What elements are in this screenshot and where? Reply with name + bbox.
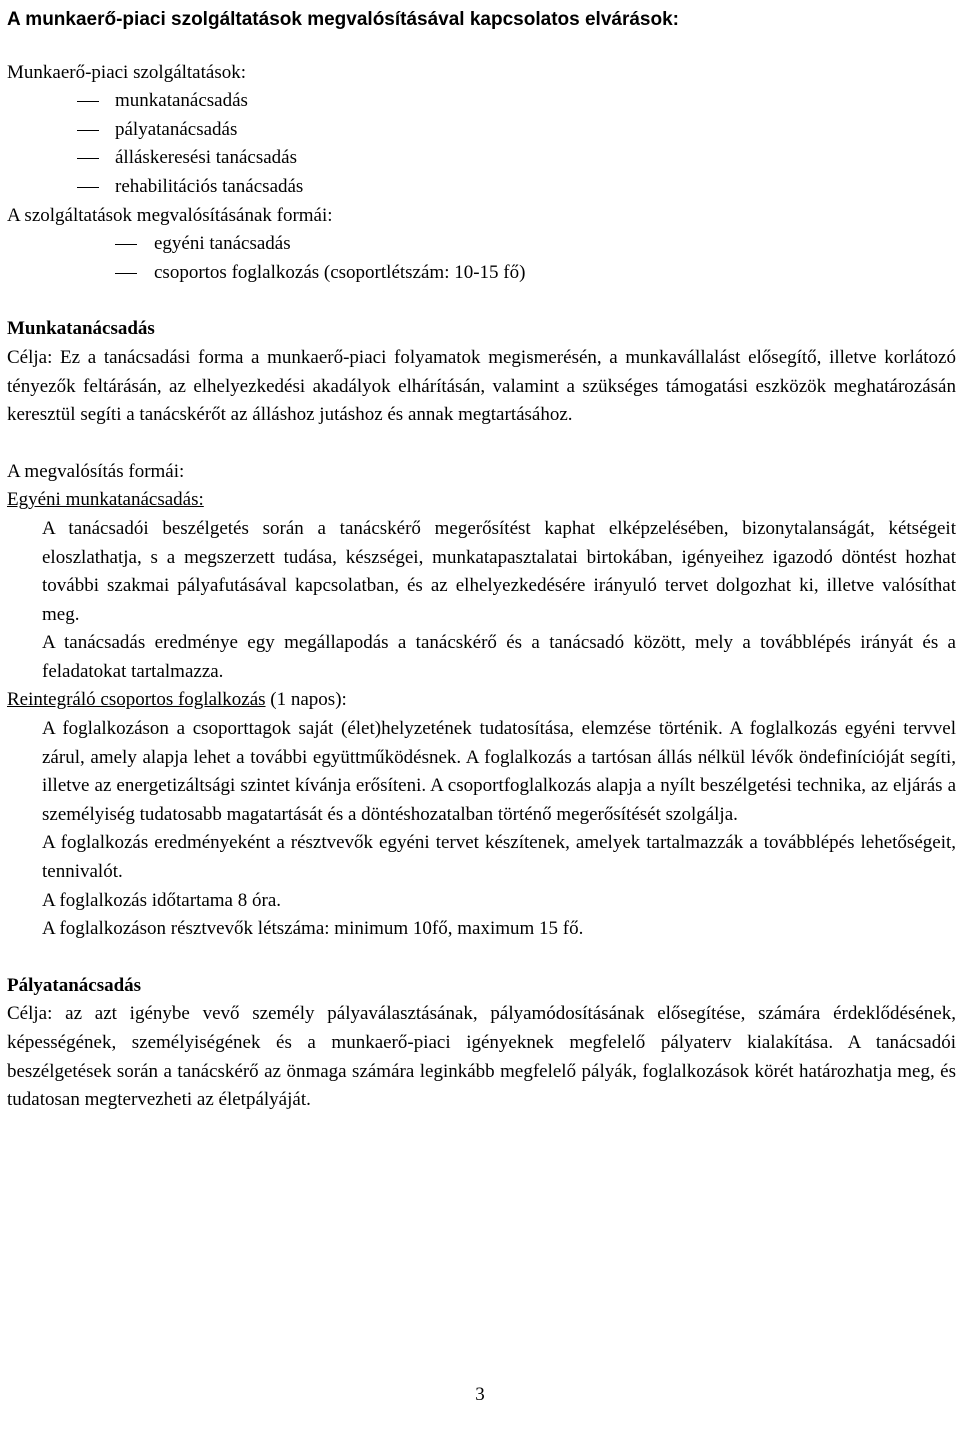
- paragraph: A foglalkozáson résztvevők létszáma: minimum 10fő, maximum 15 fő.: [42, 918, 584, 940]
- dash-bullet-icon: [77, 158, 99, 159]
- paragraph: A tanácsadás eredménye egy megállapodás a tanácskérő és a tanácsadó között, mely a továbblépés irányát és a feladatokat tartalmazza.: [42, 632, 956, 682]
- page-number: 3: [475, 1384, 485, 1405]
- services-heading: Munkaerő-piaci szolgáltatások:: [7, 61, 247, 83]
- list-item: csoportos foglalkozás (csoportlétszám: 10-15 fő): [7, 259, 956, 288]
- section-heading-munkatanacsadas: Munkatanácsadás: [7, 318, 155, 340]
- dash-bullet-icon: [77, 101, 99, 102]
- list-item: pályatanácsadás: [7, 116, 956, 145]
- section-goal: Célja: az azt igénybe vevő személy pályaválasztásának, pályamódosításának elősegítése, számára érdeklődésének, képességének, személyiségének és a munkaerő-piaci igényeknek megfelelő pályaterv kialakítása. A tanácsadói beszélgetések során a tanácskérő az önmaga számára leginkább megfelelő pályák, foglalkozások körét határozhatja meg, és tudatosan megtervezheti az életpályáját.: [7, 1003, 956, 1111]
- services-list: [7, 87, 956, 201]
- individual-label: Egyéni munkatanácsadás:: [7, 489, 204, 511]
- forms-label: A megvalósítás formái:: [7, 460, 185, 482]
- paragraph: A foglalkozás időtartama 8 óra.: [42, 889, 282, 911]
- page-title: A munkaerő-piaci szolgáltatások megvalósításával kapcsolatos elvárások:: [7, 9, 679, 30]
- paragraph: A foglalkozás eredményeként a résztvevők egyéni tervet készítenek, amelyek tartalmazzák a továbblépés lehetőségeit, tennivalót.: [42, 832, 956, 883]
- paragraph: A foglalkozáson a csoporttagok saját (élet)helyzetének tudatosítása, elemzése történik. A foglalkozás egyéni tervvel zárul, amely alapja lehet a további együttműködésnek. A foglalkozás a tartósan állás nélkül lévők öndefinícióját segíti, illetve az energetizáltsági szintet kívánja erősíteni. A csoportfoglalkozás alapja a nyílt beszélgetési technika, az eljárás a személyiség tudatosabb magatartását és a döntéshozatalban történő megerősítését szolgálja.: [42, 718, 956, 825]
- group-label-line: [7, 686, 956, 715]
- forms-list: [7, 230, 956, 287]
- dash-bullet-icon: [115, 273, 137, 274]
- document-page: [7, 0, 956, 1115]
- list-item: egyéni tanácsadás: [7, 230, 956, 259]
- section-heading-palyatanacsadas: Pályatanácsadás: [7, 974, 142, 996]
- dash-bullet-icon: [77, 187, 99, 188]
- section-goal: Célja: Ez a tanácsadási forma a munkaerő-piaci folyamatok megismerésén, a munkavállalást elősegítő, illetve korlátozó tényezők feltárásán, az elhelyezkedési akadályok elhárításán, valamint a szükséges támogatási eszközök meghatározásán keresztül segíti a tanácskérőt az álláshoz jutáshoz és annak megtartásához.: [7, 346, 956, 426]
- group-label: Reintegráló csoportos foglalkozás: [7, 689, 266, 711]
- dash-bullet-icon: [77, 130, 99, 131]
- list-item: munkatanácsadás: [7, 87, 956, 116]
- list-item: álláskeresési tanácsadás: [7, 144, 956, 173]
- dash-bullet-icon: [115, 244, 137, 245]
- list-item: rehabilitációs tanácsadás: [7, 173, 956, 202]
- group-label-suffix: (1 napos):: [265, 689, 347, 711]
- forms-heading: A szolgáltatások megvalósításának formái:: [7, 204, 333, 226]
- paragraph: A tanácsadói beszélgetés során a tanácskérő megerősítést kaphat elképzelésében, bizonytalanságát, kétségeit eloszlathatja, s a megszerzett tudása, készségei, munkatapasztalatai birtokában, igényeihez igazodó döntést hozhat további szakmai pályafutásával kapcsolatban, és az elhelyezkedésére irányuló tervet dolgozhat ki, illetve valósíthat meg.: [42, 517, 956, 625]
